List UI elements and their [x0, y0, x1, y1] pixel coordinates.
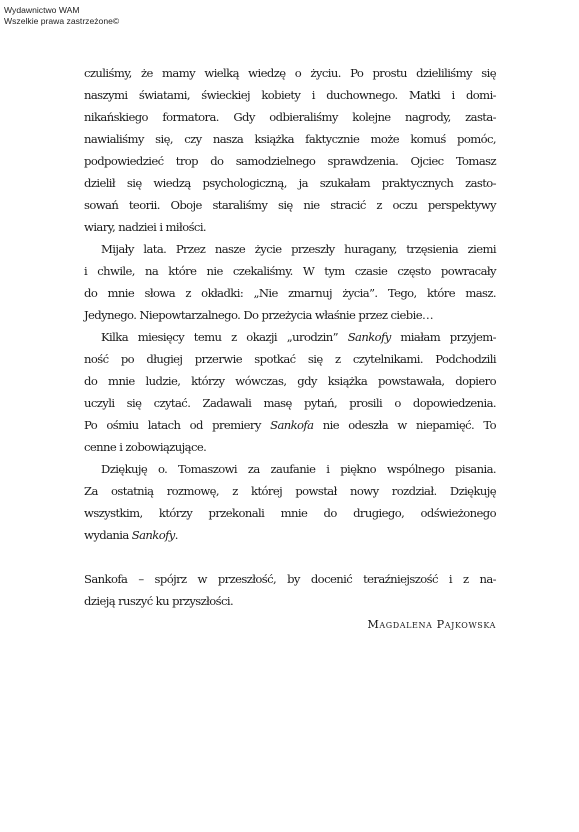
- paragraph-2: [84, 238, 496, 326]
- text-line: dzielił się wiedzą psychologiczną, ja szukałam praktycznych zasto-: [84, 176, 496, 190]
- text-run: nie odeszła w niepamięć. To: [313, 418, 496, 432]
- text-line: uczyli się czytać. Zadawali masę pytań, prosili o dopowiedzenia.: [84, 396, 496, 410]
- text-line: [84, 414, 496, 436]
- book-title: Sankofy: [131, 528, 175, 542]
- book-title: Sankofa: [270, 418, 314, 432]
- text-line: wiary, nadziei i miłości.: [84, 220, 207, 234]
- text-line: ność po długiej przerwie spotkać się z czytelnikami. Podchodzili: [84, 352, 496, 366]
- text-line: nawialiśmy się, czy nasza książka faktycznie może komuś pomóc,: [84, 132, 496, 146]
- text-line: [84, 524, 496, 546]
- text-line: Dziękuję o. Tomaszowi za zaufanie i piękno wspólnego pisania.: [101, 462, 496, 476]
- text-run: Po ośmiu latach od premiery: [84, 418, 271, 432]
- publisher-name: Wydawnictwo WAM: [4, 5, 80, 15]
- paragraph-5: [84, 568, 496, 612]
- text-line: czuliśmy, że mamy wielką wiedzę o życiu. Po prostu dzieliliśmy się: [84, 66, 496, 80]
- text-line: sowań teorii. Oboje staraliśmy się nie stracić z oczu perspektywy: [84, 198, 496, 212]
- text-line: cenne i zobowiązujące.: [84, 440, 207, 454]
- text-line: Mijały lata. Przez nasze życie przeszły huragany, trzęsienia ziemi: [101, 242, 496, 256]
- text-line: [84, 326, 496, 348]
- text-run: .: [174, 528, 178, 542]
- author-signature: Magdalena Pajkowska: [367, 618, 496, 631]
- paragraph-3: [84, 326, 496, 458]
- text-line: podpowiedzieć trop do samodzielnego sprawdzenia. Ojciec Tomasz: [84, 154, 496, 168]
- text-line: Za ostatnią rozmowę, z której powstał nowy rozdział. Dziękuję: [84, 484, 496, 498]
- book-title: Sankofy: [347, 330, 391, 344]
- text-line: Jedynego. Niepowtarzalnego. Do przeżycia właśnie przez ciebie…: [84, 308, 433, 322]
- text-line: dzieją ruszyć ku przyszłości.: [84, 594, 234, 608]
- copyright-notice: Wszelkie prawa zastrzeżone©: [4, 16, 120, 26]
- copyright-watermark: [4, 5, 119, 27]
- text-run: miałam przyjem-: [390, 330, 496, 344]
- page-text: [84, 62, 496, 612]
- text-line: do mnie słowa z okładki: „Nie zmarnuj życia”. Tego, które masz.: [84, 286, 496, 300]
- text-run: wydania: [84, 528, 132, 542]
- text-line: wszystkim, którzy przekonali mnie do drugiego, odświeżonego: [84, 506, 496, 520]
- text-line: naszymi światami, świeckiej kobiety i duchownego. Matki i domi-: [84, 88, 496, 102]
- text-line: do mnie ludzie, którzy wówczas, gdy książka powstawała, dopiero: [84, 374, 496, 388]
- paragraph-1: [84, 62, 496, 238]
- paragraph-4: [84, 458, 496, 546]
- text-run: Kilka miesięcy temu z okazji „urodzin”: [101, 330, 348, 344]
- text-line: i chwile, na które nie czekaliśmy. W tym czasie często powracały: [84, 264, 496, 278]
- text-line: Sankofa – spójrz w przeszłość, by docenić teraźniejszość i z na-: [84, 572, 496, 586]
- text-line: nikańskiego formatora. Gdy odbieraliśmy kolejne nagrody, zasta-: [84, 110, 496, 124]
